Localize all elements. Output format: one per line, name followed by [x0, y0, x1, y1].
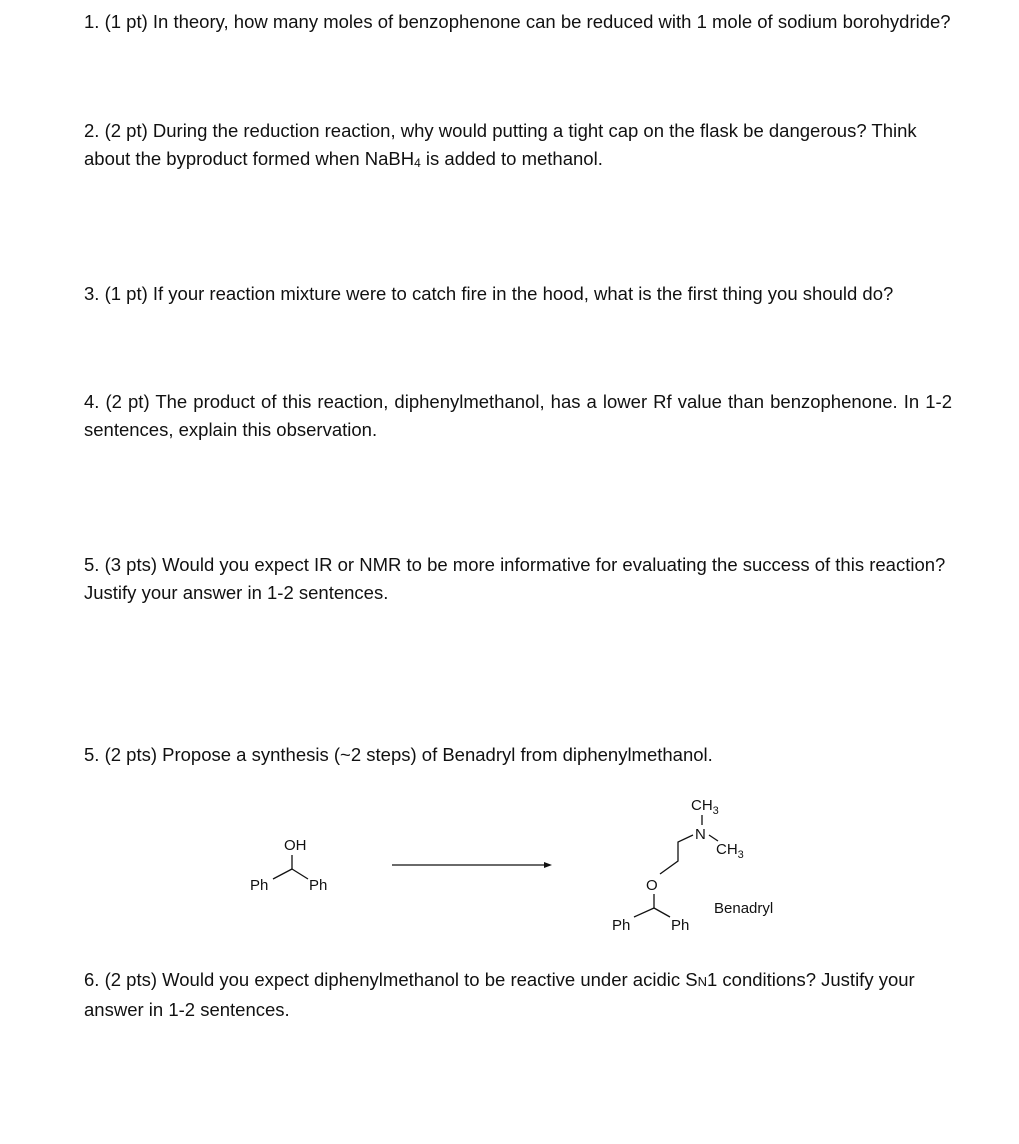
- sm-oh-label: OH: [284, 837, 307, 854]
- diphenylmethanol-structure: [250, 837, 327, 894]
- product-ch3-right: $CH_3$: [716, 841, 744, 861]
- reaction-arrow-head: [544, 862, 552, 868]
- question-5-spectroscopy: [84, 551, 952, 606]
- sm-c-ph-bond-left: [273, 869, 292, 879]
- product-ph-right: Ph: [671, 917, 690, 934]
- question-6-subscript: N: [697, 974, 707, 989]
- product-n-label: N: [695, 826, 706, 843]
- sm-c-ph-bond-right: [292, 869, 308, 879]
- reaction-scheme: [0, 780, 1019, 950]
- product-c-ph-bond-left: [634, 908, 654, 917]
- question-4-text: 4. (2 pt) The product of this reaction, diphenylmethanol, has a lower Rf value than benzophenone. In 1-2 sentences, explain this observation.: [84, 391, 952, 440]
- question-1: [84, 8, 952, 36]
- question-2: [84, 117, 952, 177]
- benadryl-structure: [612, 797, 773, 934]
- product-c-ph-bond-right: [654, 908, 670, 917]
- question-6: [84, 966, 952, 1023]
- product-ethyl-chain: [660, 835, 693, 874]
- product-name-label: Benadryl: [714, 900, 774, 917]
- question-4: [84, 388, 952, 443]
- question-2-text: 2. (2 pt) During the reduction reaction, why would putting a tight cap on the flask be dangerous? Think about the byproduct formed when NaBH: [84, 120, 917, 169]
- question-6-text: 6. (2 pts) Would you expect diphenylmethanol to be reactive under acidic S: [84, 969, 698, 990]
- reaction-arrow: [392, 862, 552, 868]
- sm-ph-right: Ph: [309, 877, 328, 894]
- product-ch3-top: $CH_3$: [691, 797, 719, 817]
- question-5-synthesis-text: 5. (2 pts) Propose a synthesis (~2 steps) of Benadryl from diphenylmethanol.: [84, 744, 713, 765]
- product-o-label: O: [646, 877, 658, 894]
- question-1-text: 1. (1 pt) In theory, how many moles of benzophenone can be reduced with 1 mole of sodium borohydride?: [84, 11, 951, 32]
- product-ph-left: Ph: [612, 917, 631, 934]
- question-6-text-end: 1 conditions? Justify your answer in 1-2 sentences.: [84, 969, 915, 1020]
- question-5-synthesis: [84, 741, 952, 769]
- question-2-subscript: 4: [414, 155, 421, 170]
- question-3: [84, 280, 952, 308]
- question-2-text-end: is added to methanol.: [420, 147, 603, 169]
- question-3-text: 3. (1 pt) If your reaction mixture were to catch fire in the hood, what is the first thing you should do?: [84, 283, 894, 304]
- question-5-spectroscopy-text: 5. (3 pts) Would you expect IR or NMR to be more informative for evaluating the success of this reaction? Justify your answer in 1-2 sentences.: [84, 554, 946, 603]
- sm-ph-left: Ph: [250, 877, 269, 894]
